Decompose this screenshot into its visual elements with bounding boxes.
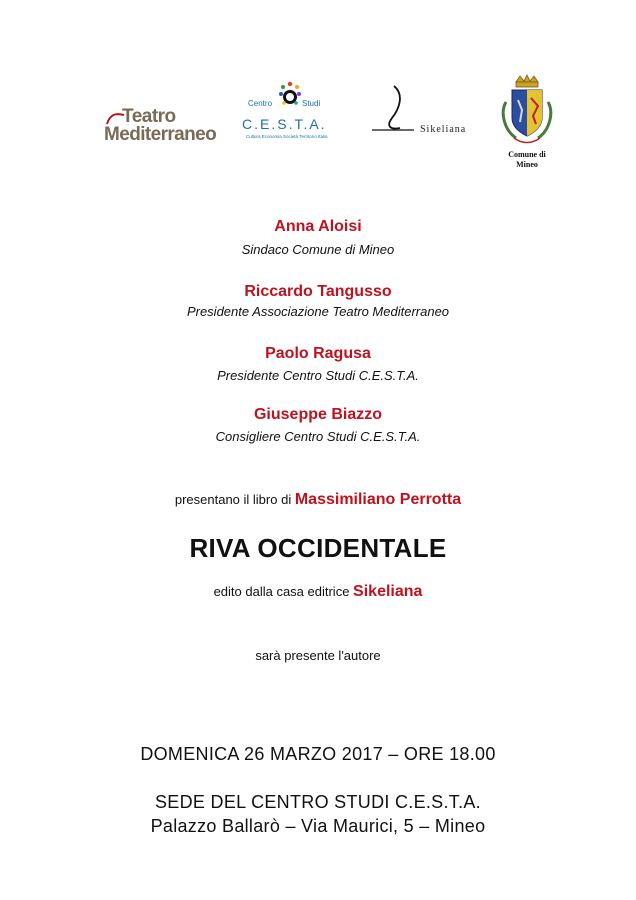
person-role: Presidente Associazione Teatro Mediterraneo: [186, 304, 450, 319]
event-venue: SEDE DEL CENTRO STUDI C.E.S.T.A.: [155, 792, 481, 812]
cesta-logo: [240, 80, 340, 150]
event-address: Palazzo Ballarò – Via Maurici, 5 – Mineo: [150, 816, 486, 836]
person-role: Sindaco Comune di Mineo: [241, 242, 395, 257]
person-name: Paolo Ragusa: [265, 345, 371, 362]
cesta-subtitle: Cultura Economia Società Territorio Italia: [246, 134, 328, 139]
sikeliana-mark-icon: [370, 82, 416, 138]
sikeliana-logo: [370, 82, 480, 142]
teatro-logo-line1: Teatro: [122, 106, 176, 127]
coat-of-arms-icon: [498, 72, 556, 148]
comune-caption: [498, 150, 556, 170]
cesta-studi-label: Studi: [302, 99, 321, 108]
teatro-logo-line2: Mediterraneo: [104, 124, 217, 145]
comune-caption-line1: Comune di: [508, 150, 546, 159]
publisher-name: Sikeliana: [353, 583, 423, 600]
person-role: Consigliere Centro Studi C.E.S.T.A.: [215, 429, 421, 444]
intro-text: presentano il libro di: [174, 492, 292, 507]
person-name: Riccardo Tangusso: [244, 283, 392, 300]
logo-bar: [0, 72, 636, 182]
teatro-mediterraneo-logo: [104, 106, 219, 150]
comune-caption-line2: Mineo: [516, 160, 538, 169]
sikeliana-logo-text: Sikeliana: [420, 124, 467, 135]
cesta-centro-label: Centro: [248, 99, 273, 108]
publisher-line: [0, 583, 636, 601]
author-note: sarà presente l'autore: [255, 648, 381, 663]
publisher-text: edito dalla casa editrice: [213, 584, 350, 599]
book-title: RIVA OCCIDENTALE: [189, 533, 447, 563]
person-role: Presidente Centro Studi C.E.S.T.A.: [217, 368, 419, 383]
event-date: DOMENICA 26 MARZO 2017 – ORE 18.00: [140, 744, 496, 764]
person-name: Giuseppe Biazzo: [253, 406, 383, 423]
cesta-name: C.E.S.T.A.: [242, 116, 327, 132]
person-name: Anna Aloisi: [274, 218, 362, 235]
cesta-emblem-icon: [278, 80, 302, 110]
comune-mineo-logo: [498, 72, 556, 182]
author-name: Massimiliano Perrotta: [294, 491, 462, 508]
presentation-intro: [0, 491, 636, 509]
